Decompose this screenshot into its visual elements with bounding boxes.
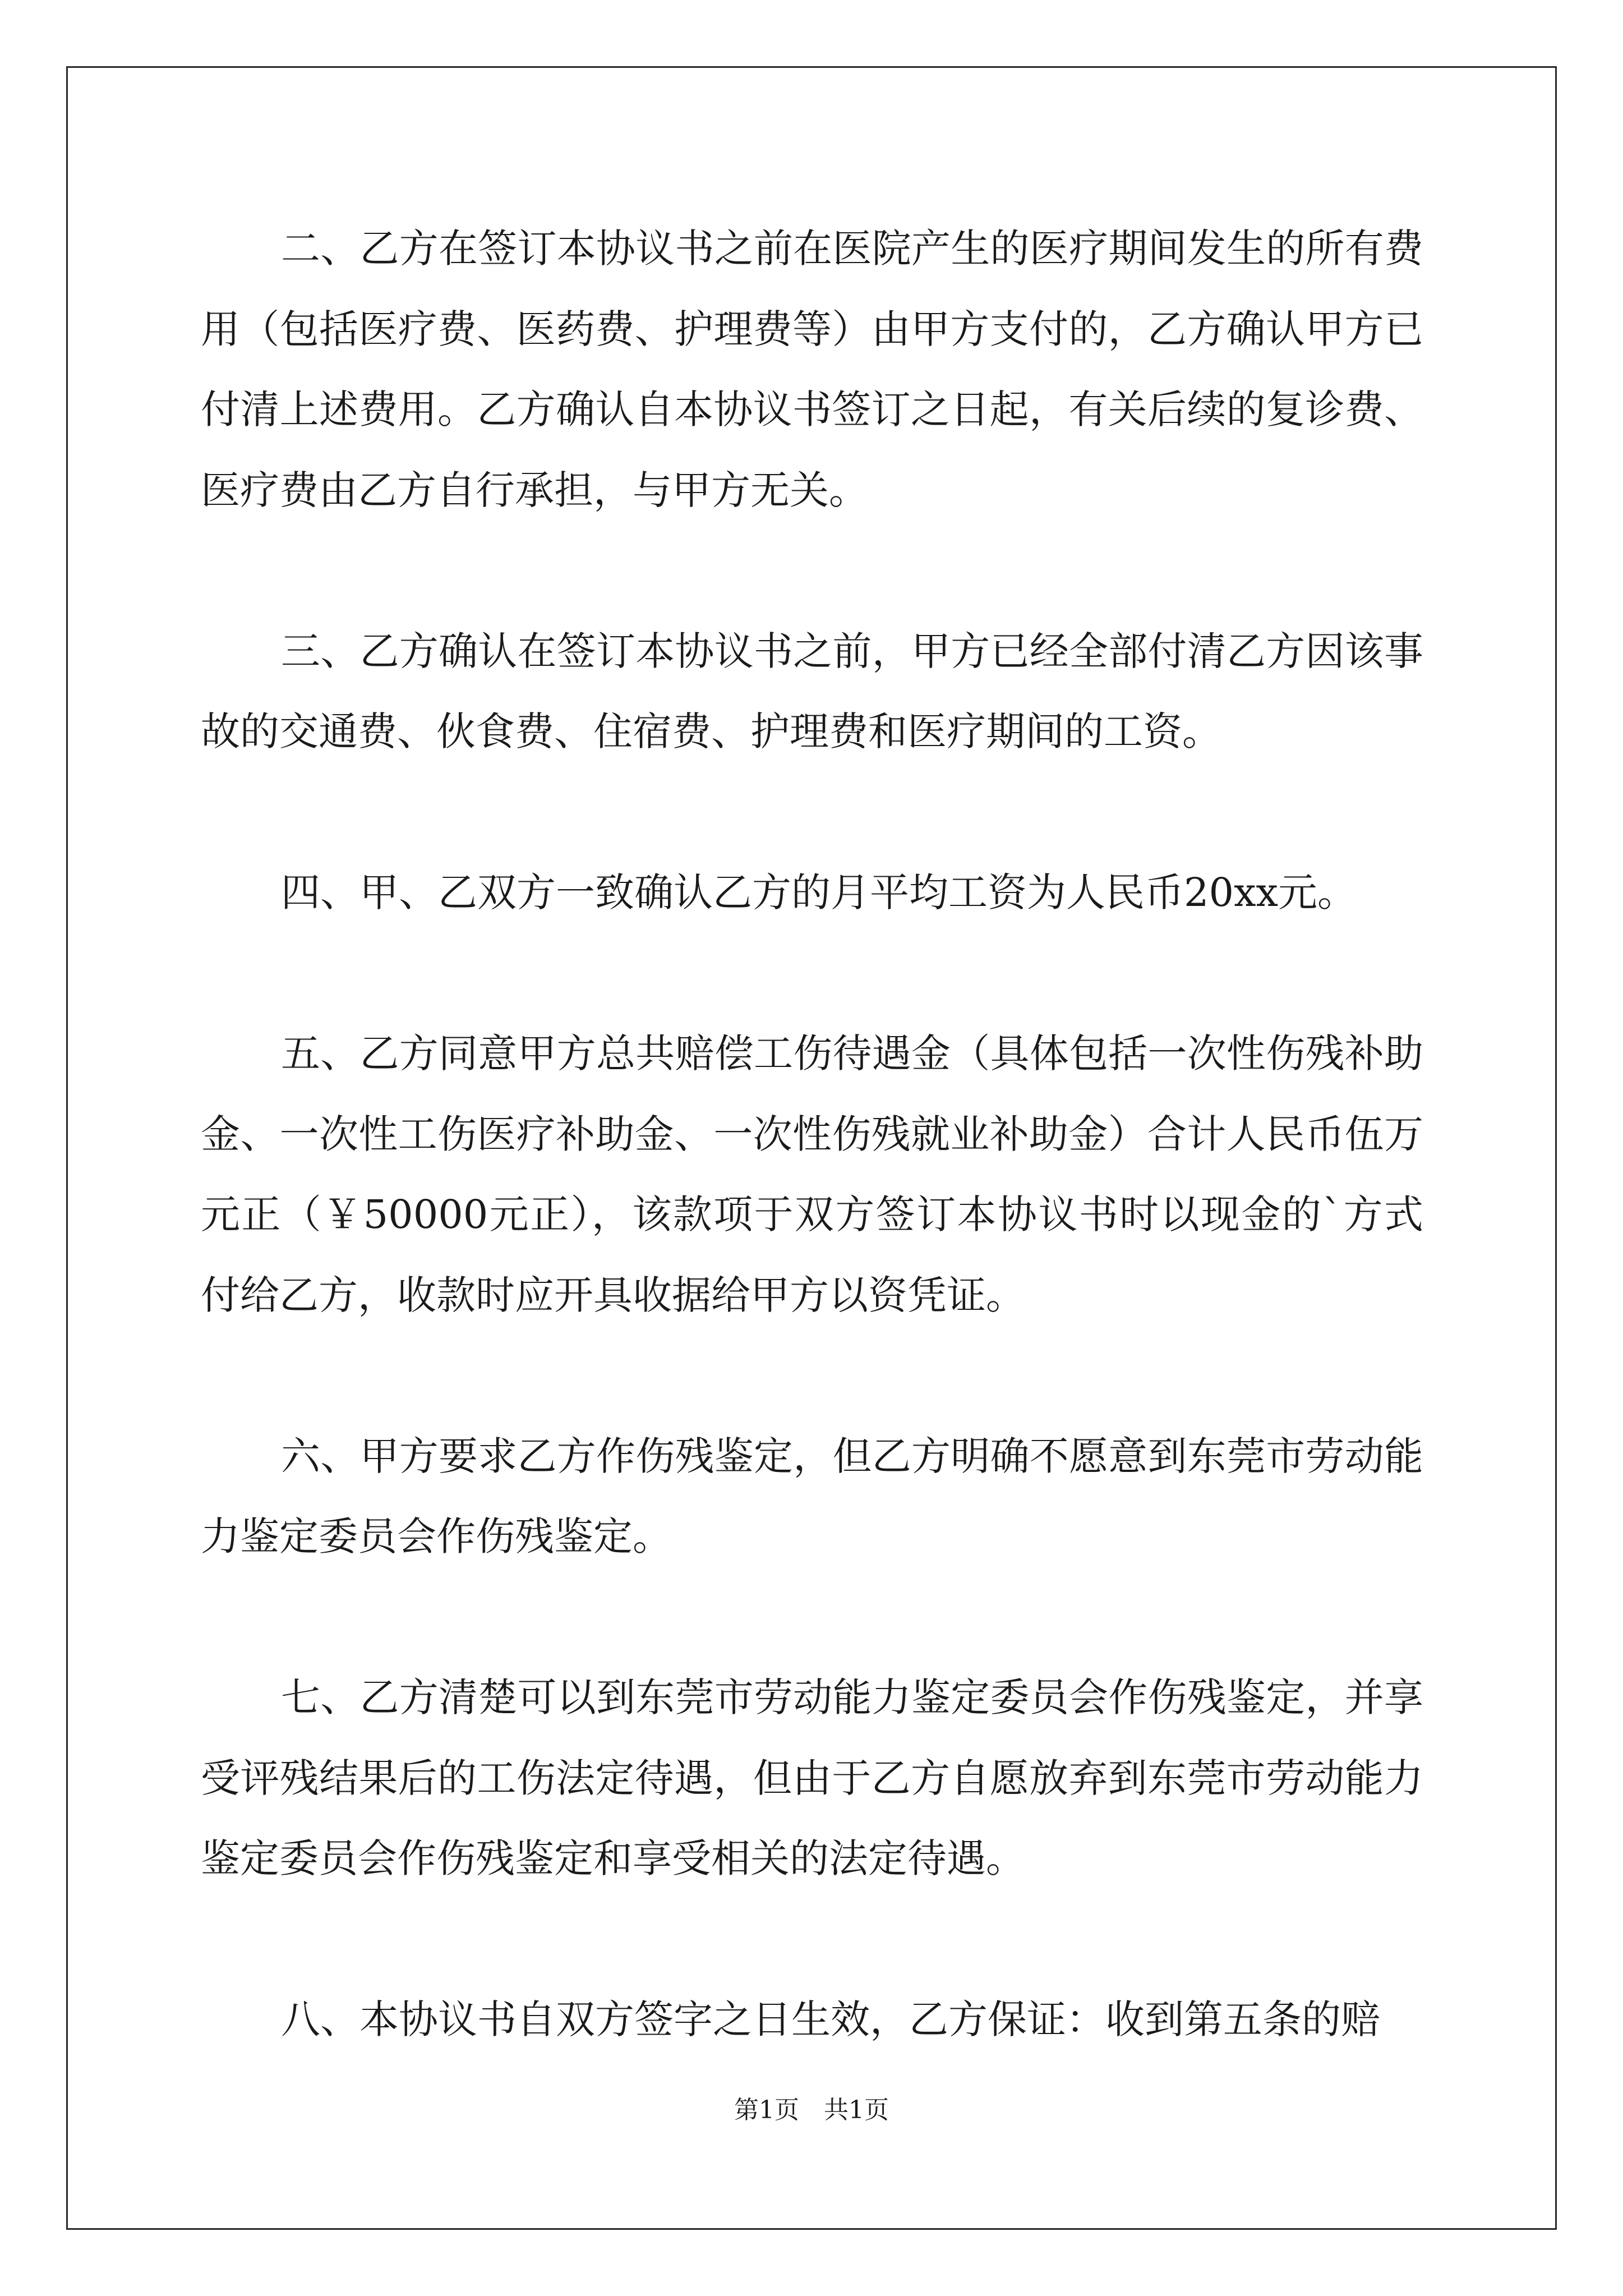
- clause-3: 三、乙方确认在签订本协议书之前，甲方已经全部付清乙方因该事故的交通费、伙食费、住宿费、护理费和医疗期间的工资。: [201, 628, 1423, 754]
- clause-8: 八、本协议书自双方签字之日生效，乙方保证：收到第五条的赔: [281, 1996, 1380, 2042]
- clause-5: 五、乙方同意甲方总共赔偿工伤待遇金（具体包括一次性伤残补助金、一次性工伤医疗补助金、一次性伤残就业补助金）合计人民币伍万元正（￥50000元正），该款项于双方签订本协议书时以现金的`方式付给乙方，收款时应开具收据给甲方以资凭证。: [201, 1030, 1423, 1318]
- document-body: [201, 209, 1423, 2060]
- clause-4: 四、甲、乙双方一致确认乙方的月平均工资为人民币20xx元。: [281, 869, 1357, 915]
- clause-7: 七、乙方清楚可以到东莞市劳动能力鉴定委员会作伤残鉴定，并享受评残结果后的工伤法定待遇，但由于乙方自愿放弃到东莞市劳动能力鉴定委员会作伤残鉴定和享受相关的法定待遇。: [201, 1674, 1423, 1881]
- clause-2: 二、乙方在签订本协议书之前在医院产生的医疗期间发生的所有费用（包括医疗费、医药费、护理费等）由甲方支付的，乙方确认甲方已付清上述费用。乙方确认自本协议书签订之日起，有关后续的复诊费、医疗费由乙方自行承担，与甲方无关。: [201, 226, 1423, 513]
- page-number-footer: 第1页 共1页: [734, 2096, 889, 2124]
- clause-6: 六、甲方要求乙方作伤残鉴定，但乙方明确不愿意到东莞市劳动能力鉴定委员会作伤残鉴定。: [201, 1433, 1423, 1559]
